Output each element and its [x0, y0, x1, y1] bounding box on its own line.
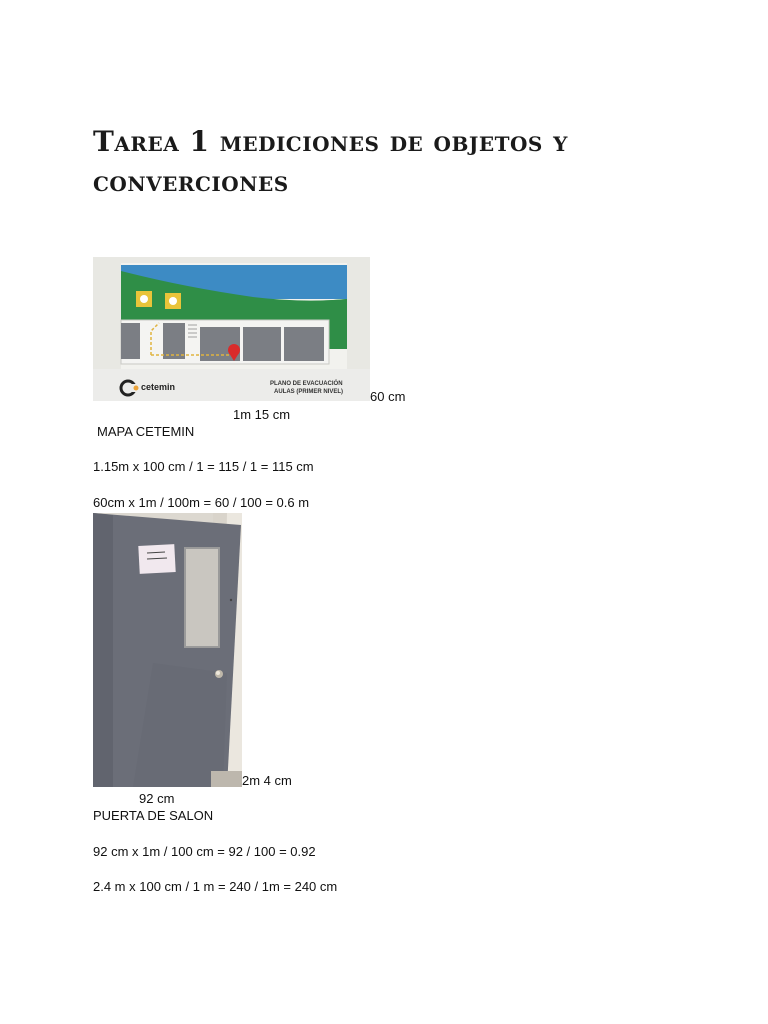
door-height-label: 2m 4 cm: [242, 773, 292, 788]
map-calc-1: 1.15m x 100 cm / 1 = 115 / 1 = 115 cm: [93, 459, 314, 474]
door-width-label: 92 cm: [139, 791, 175, 806]
map-plan-title: PLANO DE EVACUACIÓN: [270, 381, 343, 387]
door-calc-2: 2.4 m x 100 cm / 1 m = 240 / 1m = 240 cm: [93, 879, 338, 894]
map-brand: cetemin: [141, 382, 176, 392]
door-calc-1: 92 cm x 1m / 100 cm = 92 / 100 = 0.92: [93, 844, 316, 859]
evacuation-map-image: [93, 257, 370, 401]
classroom-door-image: [93, 513, 242, 787]
map-caption: MAPA CETEMIN: [97, 424, 195, 439]
map-width-label: 1m 15 cm: [233, 407, 291, 422]
map-plan-subtitle: AULAS (PRIMER NIVEL): [274, 389, 343, 395]
page-title: Tarea 1 mediciones de objetos y converciones: [93, 125, 568, 198]
map-height-label: 60 cm: [370, 389, 406, 404]
door-caption: PUERTA DE SALON: [93, 808, 214, 823]
map-calc-2: 60cm x 1m / 100m = 60 / 100 = 0.6 m: [93, 495, 310, 510]
